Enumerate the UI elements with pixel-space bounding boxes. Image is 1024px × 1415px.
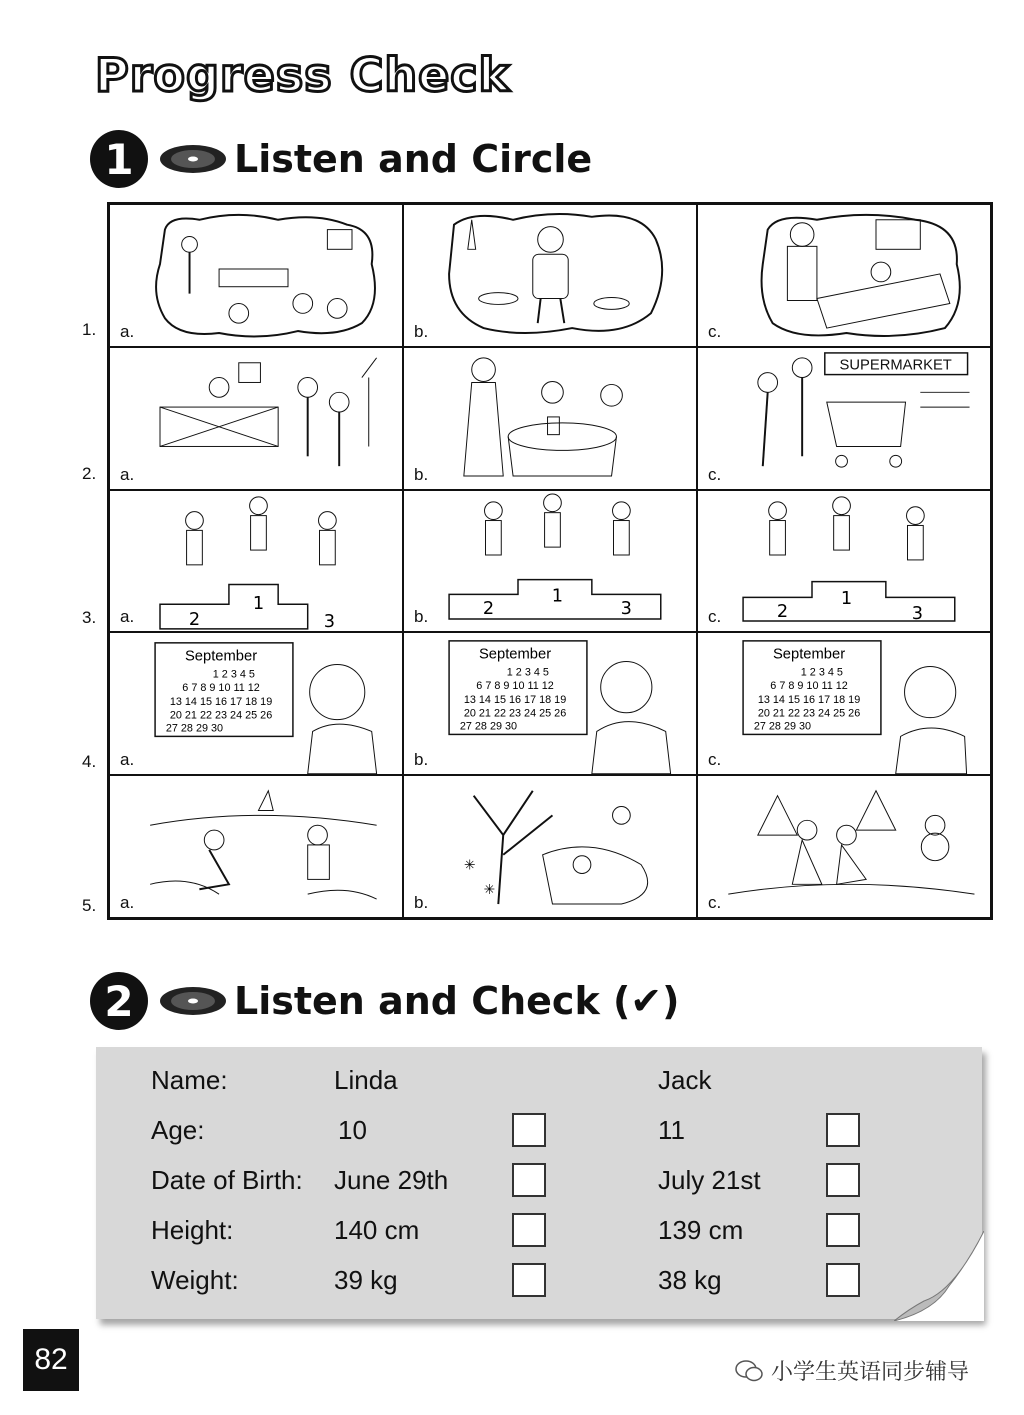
section-1-header: [90, 130, 592, 188]
linda-value: 10: [338, 1115, 367, 1145]
calendar-month: September: [184, 648, 258, 665]
calendar-line: 1 2 3 4 5: [212, 668, 255, 681]
svg-text:✳: ✳: [463, 857, 476, 874]
row-label: Weight:: [151, 1265, 239, 1295]
jack-checkbox[interactable]: [826, 1163, 860, 1197]
svg-text:✳: ✳: [483, 882, 496, 899]
linda-checkbox[interactable]: [512, 1113, 546, 1147]
classroom-illustration: [110, 205, 402, 346]
watermark: [735, 1355, 969, 1386]
row-label: Name:: [151, 1065, 228, 1095]
page-title: Progress Check: [95, 48, 511, 102]
podium-number: 3: [620, 598, 632, 619]
option-letter: c.: [708, 321, 722, 341]
jack-value: July 21st: [658, 1165, 761, 1195]
watermark-text: 小学生英语同步辅导: [771, 1360, 970, 1385]
picture-option[interactable]: [109, 632, 403, 775]
row-number: 4.: [82, 752, 97, 771]
podium-number: 3: [911, 603, 923, 624]
row-number: 2.: [82, 464, 97, 483]
podium-number: 2: [776, 601, 789, 622]
calendar-line: 20 21 22 23 24 25 26: [463, 708, 567, 721]
restaurant-illustration: [404, 348, 696, 489]
card-row-date-of-birth: [96, 1157, 982, 1205]
option-letter: c.: [708, 893, 722, 912]
option-letter: b.: [414, 464, 429, 484]
calendar-illustration: [698, 633, 990, 774]
section-2-header: [90, 972, 680, 1030]
page-curl-decoration: [894, 1231, 984, 1321]
calendar-line: 6 7 8 9 10 11 12: [770, 680, 848, 693]
option-letter: b.: [414, 893, 429, 912]
section-2-number: 2: [90, 972, 148, 1030]
linda-value: 140 cm: [334, 1215, 420, 1245]
picture-option[interactable]: [109, 204, 403, 347]
astronaut-illustration: [404, 205, 696, 346]
option-letter: a.: [120, 750, 135, 770]
linda-value: Linda: [334, 1065, 398, 1095]
option-letter: a.: [120, 607, 135, 627]
summer-beach-illustration: [110, 776, 402, 917]
option-letter: b.: [414, 321, 429, 341]
picture-option[interactable]: [403, 775, 697, 918]
calendar-line: 13 14 15 16 17 18 19: [169, 696, 273, 709]
autumn-tree-illustration: [404, 776, 696, 917]
cd-icon: [158, 143, 228, 175]
picture-option[interactable]: [403, 347, 697, 490]
linda-checkbox[interactable]: [512, 1263, 546, 1297]
row-label: Date of Birth:: [151, 1165, 303, 1195]
porch-illustration: [110, 348, 402, 489]
check-card: [96, 1047, 982, 1319]
jack-value: 38 kg: [658, 1265, 722, 1295]
picture-option[interactable]: [403, 204, 697, 347]
option-letter: a.: [120, 464, 135, 484]
jack-value: 11: [658, 1115, 685, 1145]
calendar-line: 1 2 3 4 5: [506, 666, 549, 679]
calendar-illustration: [404, 633, 696, 774]
picture-option[interactable]: [109, 490, 403, 633]
podium-illustration: [110, 491, 402, 632]
option-letter: b.: [414, 607, 429, 627]
calendar-line: 27 28 29 30: [459, 720, 518, 733]
option-letter: a.: [120, 893, 135, 912]
page-number: 82: [23, 1329, 79, 1391]
podium-number: 1: [252, 593, 265, 614]
podium-number: 3: [323, 611, 335, 632]
row-number: 3.: [82, 608, 97, 627]
section-1-number: 1: [90, 130, 148, 188]
picture-option[interactable]: [403, 632, 697, 775]
calendar-line: 20 21 22 23 24 25 26: [757, 708, 861, 721]
picture-option[interactable]: [697, 775, 991, 918]
option-letter: b.: [414, 750, 429, 770]
picture-option[interactable]: [109, 347, 403, 490]
section-2-title: Listen and Check (✔): [234, 979, 680, 1023]
section-1-title: Listen and Circle: [234, 137, 593, 181]
podium-number: 1: [840, 588, 853, 609]
card-row-age: [96, 1107, 982, 1155]
calendar-line: 1 2 3 4 5: [800, 666, 843, 679]
hospital-illustration: [698, 205, 990, 346]
supermarket-illustration: [698, 348, 990, 489]
picture-grid: [107, 202, 993, 920]
supermarket-sign: SUPERMARKET: [839, 357, 952, 374]
picture-option[interactable]: [697, 347, 991, 490]
calendar-month: September: [772, 646, 846, 663]
calendar-illustration: [110, 633, 402, 774]
wechat-icon: [735, 1360, 763, 1382]
row-label: Age:: [151, 1115, 205, 1145]
row-number: 5.: [82, 896, 97, 915]
calendar-line: 6 7 8 9 10 11 12: [182, 682, 260, 695]
jack-value: Jack: [658, 1065, 712, 1095]
podium-number: 1: [551, 585, 564, 606]
picture-option[interactable]: [697, 204, 991, 347]
row-number: 1.: [82, 320, 97, 339]
podium-number: 2: [482, 598, 495, 619]
calendar-line: 13 14 15 16 17 18 19: [463, 694, 567, 707]
picture-option[interactable]: [403, 490, 697, 633]
option-letter: a.: [120, 321, 135, 341]
calendar-line: 13 14 15 16 17 18 19: [757, 694, 861, 707]
linda-checkbox[interactable]: [512, 1163, 546, 1197]
picture-option[interactable]: [109, 775, 403, 918]
jack-value: 139 cm: [658, 1215, 744, 1245]
picture-option[interactable]: [697, 490, 991, 633]
linda-checkbox[interactable]: [512, 1213, 546, 1247]
card-row-name: [96, 1057, 982, 1105]
option-letter: c.: [708, 607, 722, 627]
option-letter: c.: [708, 750, 722, 770]
calendar-line: 20 21 22 23 24 25 26: [169, 710, 273, 723]
row-label: Height:: [151, 1215, 234, 1245]
podium-illustration: [404, 491, 696, 632]
calendar-line: 27 28 29 30: [165, 722, 224, 735]
linda-value: 39 kg: [334, 1265, 398, 1295]
card-row-height: [96, 1207, 982, 1255]
cd-icon: [158, 985, 228, 1017]
winter-snow-illustration: [698, 776, 990, 917]
calendar-line: 6 7 8 9 10 11 12: [476, 680, 554, 693]
podium-illustration: [698, 491, 990, 632]
jack-checkbox[interactable]: [826, 1113, 860, 1147]
calendar-month: September: [478, 646, 552, 663]
picture-option[interactable]: [697, 632, 991, 775]
linda-value: June 29th: [334, 1165, 449, 1195]
option-letter: c.: [708, 464, 722, 484]
podium-number: 2: [188, 609, 201, 630]
jack-checkbox[interactable]: [826, 1263, 860, 1297]
jack-checkbox[interactable]: [826, 1213, 860, 1247]
calendar-line: 27 28 29 30: [753, 720, 812, 733]
card-row-weight: [96, 1257, 982, 1305]
